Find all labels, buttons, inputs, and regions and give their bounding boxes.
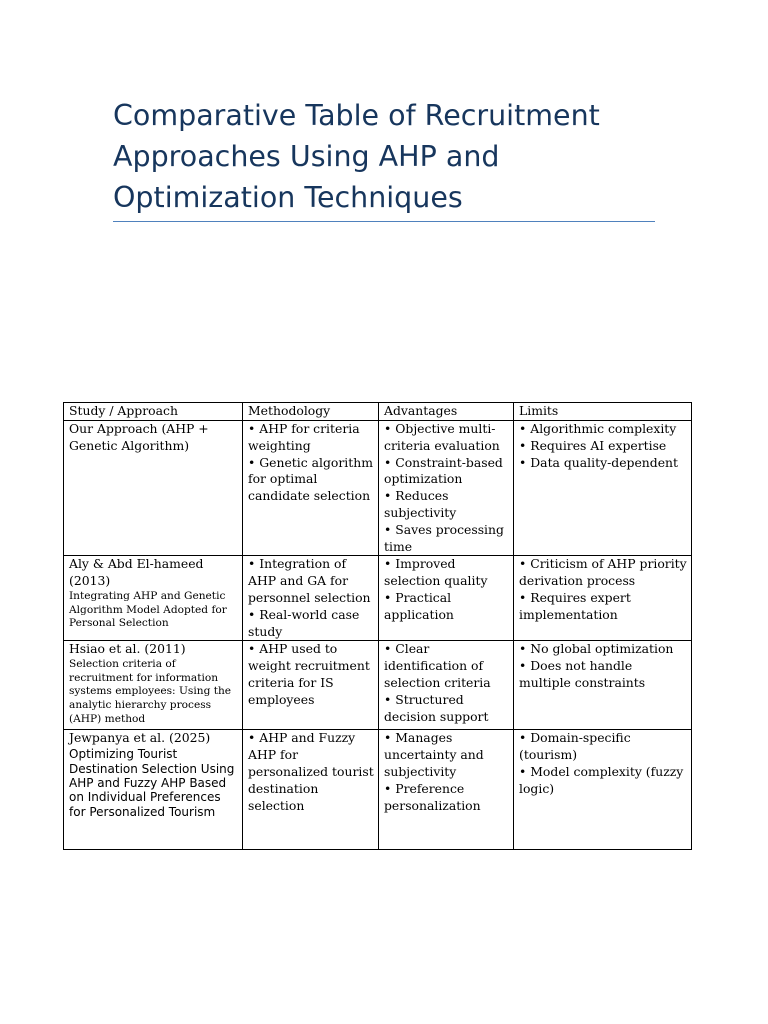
limit-item: • Model complexity (fuzzy logic) — [519, 763, 684, 796]
title-underline — [113, 221, 655, 222]
header-limits: Limits — [514, 403, 692, 421]
advantage-item: • Objective multi-criteria evaluation — [384, 421, 500, 453]
advantage-item: • Improved selection quality — [384, 556, 488, 589]
methodology-item: • Real-world case study — [248, 606, 360, 639]
cell-study — [64, 730, 243, 850]
limit-item: • Does not handle multiple constraints — [519, 658, 646, 690]
study-subtitle: Integrating AHP and Genetic Algorithm Model Adopted for Personal Selection — [69, 589, 227, 630]
cell-limits — [514, 556, 692, 641]
cell-study — [64, 421, 243, 556]
methodology-item: • AHP for criteria weighting — [248, 421, 360, 453]
cell-methodology — [243, 641, 379, 730]
cell-study — [64, 556, 243, 641]
methodology-item: • Integration of AHP and GA for personnel selection — [248, 556, 371, 605]
limit-item: • Requires AI expertise — [519, 437, 667, 453]
cell-advantages — [379, 641, 514, 730]
table-row — [64, 421, 692, 556]
methodology-item: • AHP used to weight recruitment criteria for IS employees — [248, 641, 370, 707]
study-name: Hsiao et al. (2011) — [69, 641, 186, 657]
cell-limits — [514, 730, 692, 850]
cell-methodology — [243, 421, 379, 556]
advantage-item: • Saves processing time — [384, 521, 504, 554]
limit-item: • Algorithmic complexity — [519, 421, 677, 436]
methodology-item: • Genetic algorithm for optimal candidate selection — [248, 454, 373, 504]
header-advantages: Advantages — [379, 403, 514, 421]
study-subtitle: Selection criteria of recruitment for information systems employees: Using the analytic hierarchy process (AHP) method — [69, 658, 232, 725]
cell-advantages — [379, 730, 514, 850]
advantage-item: • Constraint-based optimization — [384, 454, 503, 487]
cell-methodology — [243, 556, 379, 641]
cell-limits — [514, 421, 692, 556]
table-row — [64, 730, 692, 850]
advantage-item: • Clear identification of selection criteria — [384, 641, 491, 690]
cell-advantages — [379, 556, 514, 641]
cell-study — [64, 641, 243, 730]
methodology-item: • AHP and Fuzzy AHP for personalized tourist destination selection — [248, 730, 374, 813]
limit-item: • Domain-specific (tourism) — [519, 730, 631, 763]
limit-item: • No global optimization — [519, 641, 674, 657]
advantage-item: • Preference personalization — [384, 780, 481, 813]
study-name: Aly & Abd El-hameed (2013) — [69, 556, 204, 589]
limit-item: • Criticism of AHP priority derivation process — [519, 556, 687, 589]
document-title: Comparative Table of Recruitment Approaches Using AHP and Optimization Techniques — [113, 99, 600, 214]
study-subtitle: Optimizing Tourist Destination Selection Using AHP and Fuzzy AHP Based on Individual Preferences for Personalized Tourism — [69, 747, 235, 819]
table-row — [64, 556, 692, 641]
cell-methodology — [243, 730, 379, 850]
table-row — [64, 641, 692, 730]
comparison-table — [63, 402, 692, 850]
study-name: Jewpanya et al. (2025) — [69, 730, 211, 746]
cell-limits — [514, 641, 692, 730]
table-header-row — [64, 403, 692, 421]
header-study: Study / Approach — [64, 403, 243, 421]
limit-item: • Data quality-dependent — [519, 454, 678, 470]
advantage-item: • Manages uncertainty and subjectivity — [384, 730, 484, 779]
cell-advantages — [379, 421, 514, 556]
study-name: Our Approach (AHP + Genetic Algorithm) — [69, 421, 209, 453]
limit-item: • Requires expert implementation — [519, 589, 631, 622]
header-methodology: Methodology — [243, 403, 379, 421]
advantage-item: • Practical application — [384, 589, 454, 622]
advantage-item: • Structured decision support — [384, 691, 489, 724]
advantage-item: • Reduces subjectivity — [384, 488, 457, 520]
